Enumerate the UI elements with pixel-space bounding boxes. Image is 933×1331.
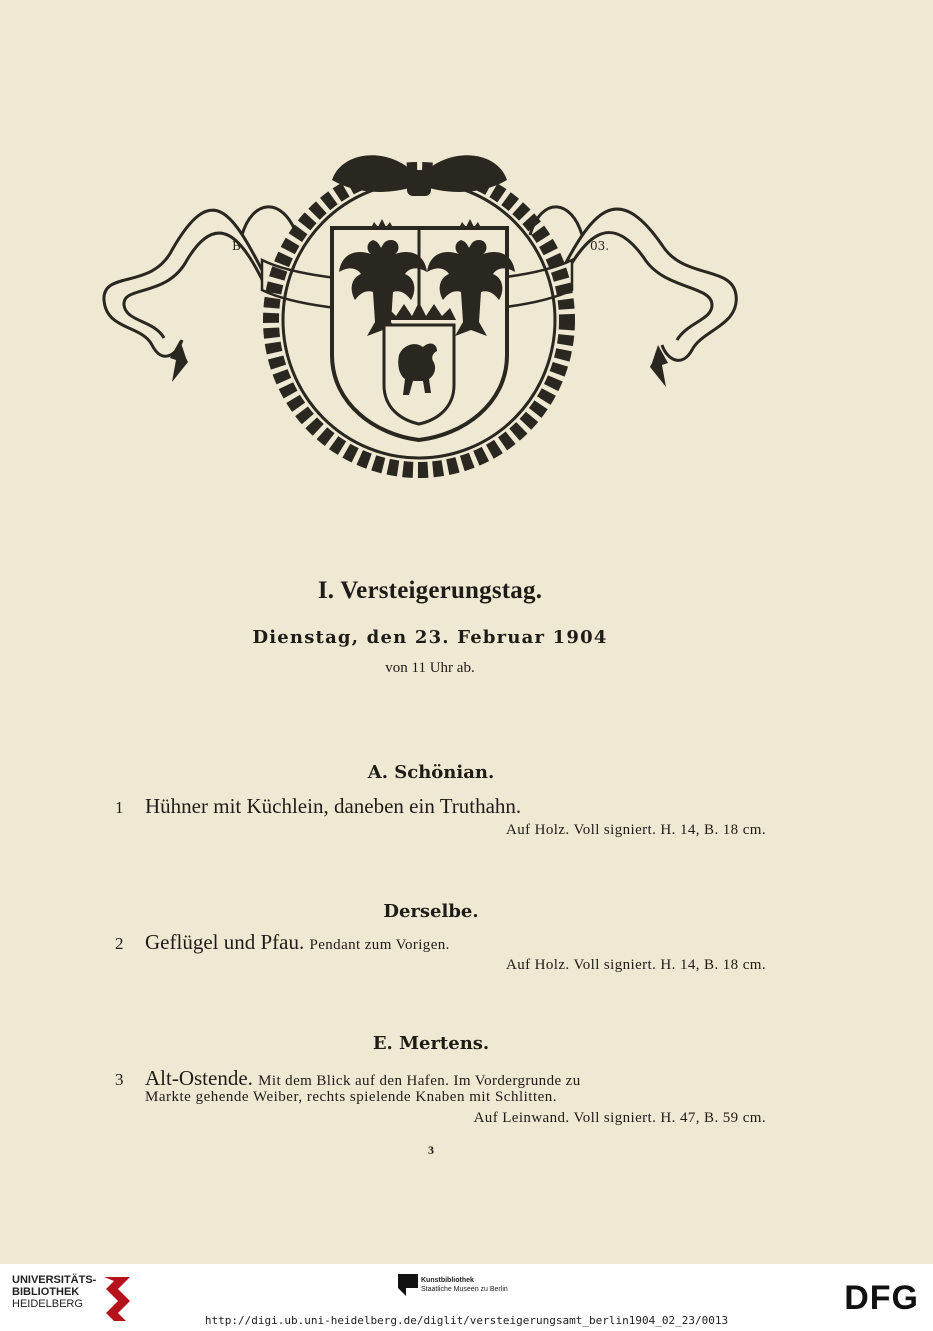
lot-note: Mit dem Blick auf den Hafen. Im Vordergrunde zu xyxy=(258,1073,581,1089)
artist-heading: A. Schönian. xyxy=(367,762,495,783)
lot-title: Hühner mit Küchlein, daneben ein Truthahn. xyxy=(145,794,522,818)
coat-of-arms-illustration xyxy=(92,140,752,485)
lot-number: 3 xyxy=(115,1070,124,1089)
artist-heading: Derselbe. xyxy=(383,901,479,922)
auction-day-title: I. Versteigerungstag. xyxy=(317,577,543,604)
auction-date: Dienstag, den 23. Februar 1904 xyxy=(252,627,608,648)
university-name xyxy=(12,1274,96,1310)
lot-note: Pendant zum Vorigen. xyxy=(309,937,450,953)
ribbon-bow xyxy=(332,155,507,196)
auction-time: von 11 Uhr ab. xyxy=(385,660,475,676)
monogram-left: B. xyxy=(232,239,245,253)
artist-heading: E. Mertens. xyxy=(372,1033,490,1054)
lot-details: Auf Leinwand. Voll signiert. H. 47, B. 59 cm. xyxy=(473,1110,766,1126)
coat-of-arms-emblem xyxy=(92,140,752,485)
university-line: HEIDELBERG xyxy=(12,1298,83,1310)
lot-entry xyxy=(115,794,775,819)
lot-title: Alt-Ostende. xyxy=(145,1066,253,1090)
lot-title: Geflügel und Pfau. xyxy=(145,930,305,954)
lot-entry xyxy=(115,930,775,955)
lot-details: Auf Holz. Voll signiert. H. 14, B. 18 cm. xyxy=(505,822,766,838)
page-number: 3 xyxy=(428,1143,434,1157)
library-name: Kunstbibliothek xyxy=(421,1277,474,1284)
lot-number: 2 xyxy=(115,934,124,953)
university-line: UNIVERSITÄTS- xyxy=(12,1274,97,1286)
university-line: BIBLIOTHEK xyxy=(12,1286,80,1298)
lot-entry xyxy=(115,1066,775,1091)
library-sub: Staatliche Museen zu Berlin xyxy=(421,1286,508,1293)
kunstbibliothek-icon xyxy=(398,1274,418,1296)
lot-continuation: Markte gehende Weiber, rechts spielende Knaben mit Schlitten. xyxy=(145,1089,558,1105)
kunstbibliothek-name xyxy=(421,1276,508,1294)
source-url-link[interactable]: http://digi.ub.uni-heidelberg.de/diglit/versteigerungsamt_berlin1904_02_23/0013 xyxy=(204,1314,729,1327)
kunstbibliothek-logo[interactable] xyxy=(398,1274,508,1300)
digitization-footer xyxy=(0,1264,933,1331)
dfg-logo[interactable]: DFG xyxy=(844,1279,919,1317)
lot-details: Auf Holz. Voll signiert. H. 14, B. 18 cm. xyxy=(505,957,766,973)
university-library-logo[interactable] xyxy=(12,1274,96,1310)
lot-number: 1 xyxy=(115,798,124,817)
monogram-right: 03. xyxy=(590,239,610,253)
